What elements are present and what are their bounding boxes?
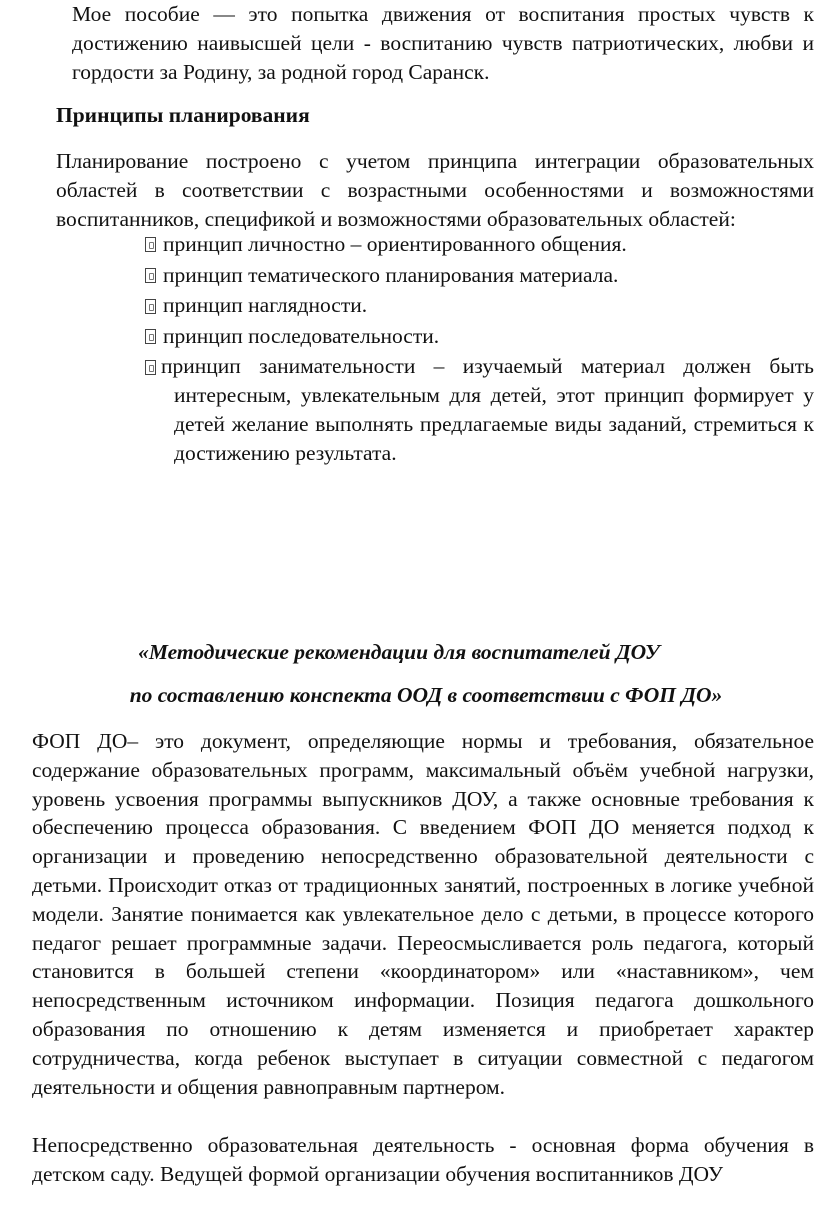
missing-glyph-box-icon (145, 291, 161, 320)
principles-heading: Принципы планирования (56, 103, 310, 127)
list-item-text: принцип тематического планирования материала. (163, 262, 619, 287)
nod-paragraph: Непосредственно образовательная деятельность - основная форма обучения в детском саду. Ведущей формой организации обучения воспитанников ДОУ (32, 1133, 814, 1186)
list-item-text: принцип наглядности. (163, 293, 368, 318)
list-item (145, 230, 814, 259)
missing-glyph-box-icon (145, 261, 161, 290)
intro-paragraph: Мое пособие — это попытка движения от воспитания простых чувств к достижению наивысшей цели - воспитанию чувств патриотических, любви и гордости за Родину, за родной город Саранск. (72, 2, 814, 84)
list-item (145, 261, 814, 290)
planning-paragraph: Планирование построено с учетом принципа интеграции образовательных областей в соответствии с возрастными особенностями и возможностями воспитанников, спецификой и возможностями образовательных областей: (56, 149, 814, 231)
fop-paragraph: ФОП ДО– это документ, определяющие нормы и требования, обязательное содержание образовательных программ, максимальный объём учебной нагрузки, уровень усвоения программы выпускников ДОУ, а также основные требования к обеспечению процесса образования. С введением ФОП ДО меняется подход к организации и проведению непосредственно образовательной деятельности с детьми. Происходит отказ от традиционных занятий, построенных в логике учебной модели. Занятие понимается как увлекательное дело с детьми, в процессе которого педагог решает программные задачи. Переосмысливается роль педагога, который становится в большей степени «координатором» или «наставником», чем непосредственным источником информации. Позиция педагога дошкольного образования по отношению к детям изменяется и приобретает характер сотрудничества, когда ребенок выступает в ситуации совместной с педагогом деятельности и общения равноправным партнером. (32, 729, 814, 1099)
section-title-line-1: «Методические рекомендации для воспитателей ДОУ (138, 640, 660, 664)
list-item (145, 322, 814, 351)
missing-glyph-box-icon (145, 352, 161, 381)
section-title-line-2: по составлению конспекта ООД в соответствии с ФОП ДО» (129, 683, 723, 707)
missing-glyph-box-icon (145, 322, 161, 351)
list-item (145, 352, 814, 467)
list-item-text: принцип занимательности – изучаемый материал должен быть интересным, увлекательным для детей, этот принцип формирует у детей желание выполнять предлагаемые виды заданий, стремиться к достижению результата. (161, 354, 814, 465)
missing-glyph-box-icon (145, 230, 161, 259)
list-item (145, 291, 814, 320)
principles-list (145, 230, 814, 469)
list-item-text: принцип последовательности. (163, 323, 440, 348)
list-item-text: принцип личностно – ориентированного общения. (163, 232, 627, 256)
